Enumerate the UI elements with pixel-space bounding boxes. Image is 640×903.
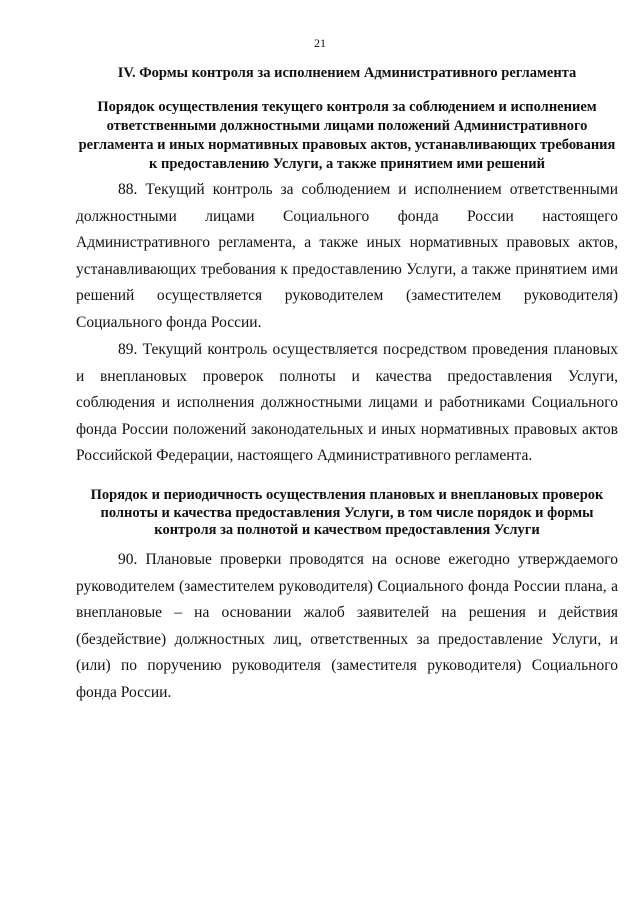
paragraph-89: 89. Текущий контроль осуществляется посредством проведения плановых и внеплановых проверок полноты и качества предоставления Услуги, соблюдения и исполнения должностными лицами и работниками Социального фонда России положений законодательных и иных нормативных правовых актов Российской Федерации, настоящего Административного регламента. <box>76 341 618 465</box>
paragraph-88: 88. Текущий контроль за соблюдением и исполнением ответственными должностными лицами Социального фонда России настоящего Административного регламента, а также иных нормативных правовых актов, устанавливающих требования к предоставлению Услуги, а также принятием ими решений осуществляется руководителем (заместителем руководителя) Социального фонда России. <box>76 181 618 331</box>
page-number: 21 <box>314 36 326 50</box>
paragraph-90: 90. Плановые проверки проводятся на основе ежегодно утверждаемого руководителем (заместителем руководителя) Социального фонда России плана, а внеплановые – на основании жалоб заявителей на решения и действия (бездействие) должностных лиц, ответственных за предоставление Услуги, и (или) по поручению руководителя (заместителя руководителя) Социального фонда России. <box>76 551 618 701</box>
subsection-title-current-control: Порядок осуществления текущего контроля за соблюдением и исполнением ответственными должностными лицами положений Административного регламента и иных нормативных правовых актов, устанавливающих требования к предоставлению Услуги, а также принятием ими решений <box>78 99 616 172</box>
subsection-title-inspections: Порядок и периодичность осуществления плановых и внеплановых проверок полноты и качества предоставления Услуги, в том числе порядок и формы контроля за полнотой и качеством предоставления Услуги <box>90 487 604 538</box>
section-title: IV. Формы контроля за исполнением Административного регламента <box>117 65 577 81</box>
